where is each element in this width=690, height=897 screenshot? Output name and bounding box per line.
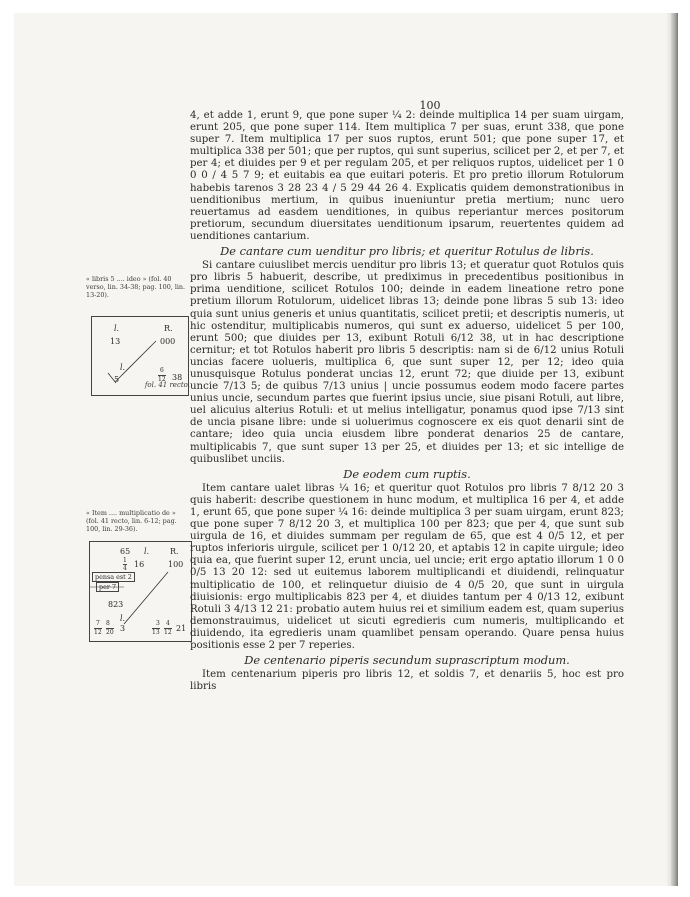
- figure-2-n3: 3: [120, 624, 126, 633]
- figure-1-n38: 38: [172, 373, 183, 382]
- figure-2-pensa: pensa est 2: [92, 572, 135, 582]
- figure-2-g3: 3: [156, 620, 160, 627]
- figure-2-d12: 12: [94, 629, 102, 636]
- figure-1-frac-num: 6: [160, 367, 164, 374]
- figure-2-n100: 100: [168, 560, 184, 569]
- figure-2-frac1-num: 1: [123, 557, 127, 564]
- figure-2-per7: per 7: [96, 582, 119, 592]
- figure-2-frac1-den: 4: [123, 565, 127, 572]
- section-heading-1: De cantare cum uenditur pro libris; et queritur Rotulus de libris.: [220, 244, 594, 259]
- section-heading-2: De eodem cum ruptis.: [343, 466, 471, 481]
- page-edge: [671, 13, 678, 886]
- figure-2-n65: 65: [120, 547, 131, 556]
- figure-1-frac-den: 12: [158, 376, 166, 383]
- main-text: [190, 110, 624, 693]
- figure-2-h13: 13: [152, 629, 160, 636]
- figure-2-l: l.: [144, 547, 150, 556]
- figure-1-l2: l.: [120, 363, 126, 372]
- figure-1-r: R.: [164, 324, 173, 333]
- figure-2-diagram: [89, 541, 192, 642]
- figure-1-n13: 13: [110, 337, 121, 346]
- figure-1-l: l.: [114, 324, 120, 333]
- paragraph-3: Item cantare ualet libras ¼ 16; et queritur quot Rotulos pro libris 7 8/12 20 3 quis haberit: describe questionem in hunc modum, et multiplica 16 per 4, et adde 1, erunt 65, que pone super ¼ 16: deinde multiplica 3 per suam uirgam, erunt 823; que pone super 7 8/12 20 3, et multiplica 100 per 823; que per 4, que sunt sub uirgula de 16, et diuides summam per regulam de 65, que est 4 0/5 12, et per ruptos inferioris uirgule, scilicet per 1 0/12 20, et aptabis 12 in capite uirgule; ideo quia ea, que fuerint super 12, erunt uncia, uel uncie; erit ergo aptatio illorum 1 0 0 0/5 13 20 12: sed ut euitemus laborem multiplicandi et diuidendi, relinquatur multiplicatio de 100, et relinquetur diuisio de 4 0/5 20, que sunt in uirgula diuisionis: ergo multiplicabis 823 per 4, et diuides tantum per 4 0/13 12, exibunt Rotuli 3 4/13 12 21: probatio autem huius rei et similium eadem est, quam superius demonstrauimus, uidelicet ut sicuti egredieris cum numeris, multiplicando et diuidendo, ita egredieris unam quamlibet pensam operando. Quare pensa huius positionis esse 2 per 7 reperies.: [190, 482, 624, 652]
- margin-note-2: « Item .... multiplicatio de » (fol. 41 recto, lin. 6-12; pag. 100, lin. 29-36).: [86, 509, 177, 533]
- figure-2-d20: 20: [106, 629, 114, 636]
- figure-1-n000: 000: [160, 337, 176, 346]
- figure-2-f7: 7: [96, 620, 100, 627]
- figure-2-h12: 12: [164, 629, 172, 636]
- figure-2-n21: 21: [176, 624, 187, 633]
- paragraph-1: 4, et adde 1, erunt 9, que pone super ¼ 2: deinde multiplica 14 per suam uirgam, erunt 205, que pone super 114. Item multiplica 7 per suas, erunt 338, que pone super 7. Item multiplica 17 per suos ruptos, erunt 501; que pone super 17, et multiplica 338 per 501; que per ruptos, qui sunt superius, scilicet per 2, et per 7, et per 4; et diuides per 9 et per regulam 205, et per reliquos ruptos, uidelicet per 1 0 0 0 / 4 5 7 9; et euitabis ea que euitari poteris. Et pro pretio illorum Rotulorum habebis tarenos 3 28 23 4 / 5 29 44 26 4. Explicatis quidem demonstrationibus in uenditionibus mertium, in quibus inueniuntur pretia mertium; nunc uero reuertamus ad easdem uenditiones, in quibus reperiantur merces positorum pretiorum, secundum diuersitates uenditionum ipsarum, reuertentes quidem ad uenditiones cantarium.: [190, 110, 624, 242]
- figure-2-n823: 823: [108, 600, 124, 609]
- section-heading-3: De centenario piperis secundum suprascriptum modum.: [244, 653, 570, 668]
- figure-2-g4: 4: [166, 620, 170, 627]
- paragraph-4: Item centenarium piperis pro libris 12, et soldis 7, et denariis 5, hoc est pro libris: [190, 669, 624, 693]
- margin-fol-41: fol. 41 recto.: [144, 381, 190, 389]
- figure-2-f8: 8: [106, 620, 110, 627]
- figure-1-n5: 5: [114, 375, 120, 384]
- figure-2-r: R.: [170, 547, 179, 556]
- margin-note-1: « libris 5 .... ideo » (fol. 40 verso, lin. 34-38; pag. 100, lin. 13-20).: [86, 275, 186, 299]
- page-edge-shadow: [666, 13, 671, 886]
- paragraph-2: Si cantare cuiuslibet mercis uenditur pro libris 13; et queratur quot Rotulos quis pro libris 5 habuerit, describe, ut prediximus in precedentibus positionibus in prima uenditione, scilicet Rotulos 100; deinde in eadem lineatione retro pone pretium illorum Rotulorum, uidelicet libras 13; deinde pone libras 5 sub 13: ideo quia sunt unius generis et unius quantitatis, scilicet pretii; et descriptis numeris, ut hic ostenditur, multiplicabis numeros, qui sunt ex aduerso, uidelicet 5 per 100, erunt 500; que diuides per 13, exibunt Rotuli 6/12 38, ut in hac descriptione cernitur; et tot Rotulos haberit pro libris 5 descriptis: nam si de 6/12 unius Rotuli uncias facere uolueris, multiplica 6, que sunt super 12, per 12; ideo quia unusquisque Rotulus ponderat uncias 12, erunt 72; que diuide per 13, exibunt uncie 7/13 5; de quibus 7/13 unius | uncie possumus eodem modo facere partes unius uncie, secundum partes que fuerint ipsius uncie, siue pisani Rotuli, aut libre, uel alicuius alterius Rotuli: et ut melius intelligatur, ponamus quod ipse 7/13 sint de uncia pisane libre: unde si uoluerimus cognoscere ex eis quot denarii sint de cantare; ideo quia uncia eiusdem libre ponderat denarios 25 de cantare, multiplicabis 7, que sunt super 13 per 25, et diuides per 13; et sic intellige de quibuslibet unciis.: [190, 260, 624, 465]
- figure-2-n16: 16: [134, 560, 145, 569]
- figure-2-l2: l.: [120, 614, 126, 623]
- page-number: 100: [419, 99, 441, 112]
